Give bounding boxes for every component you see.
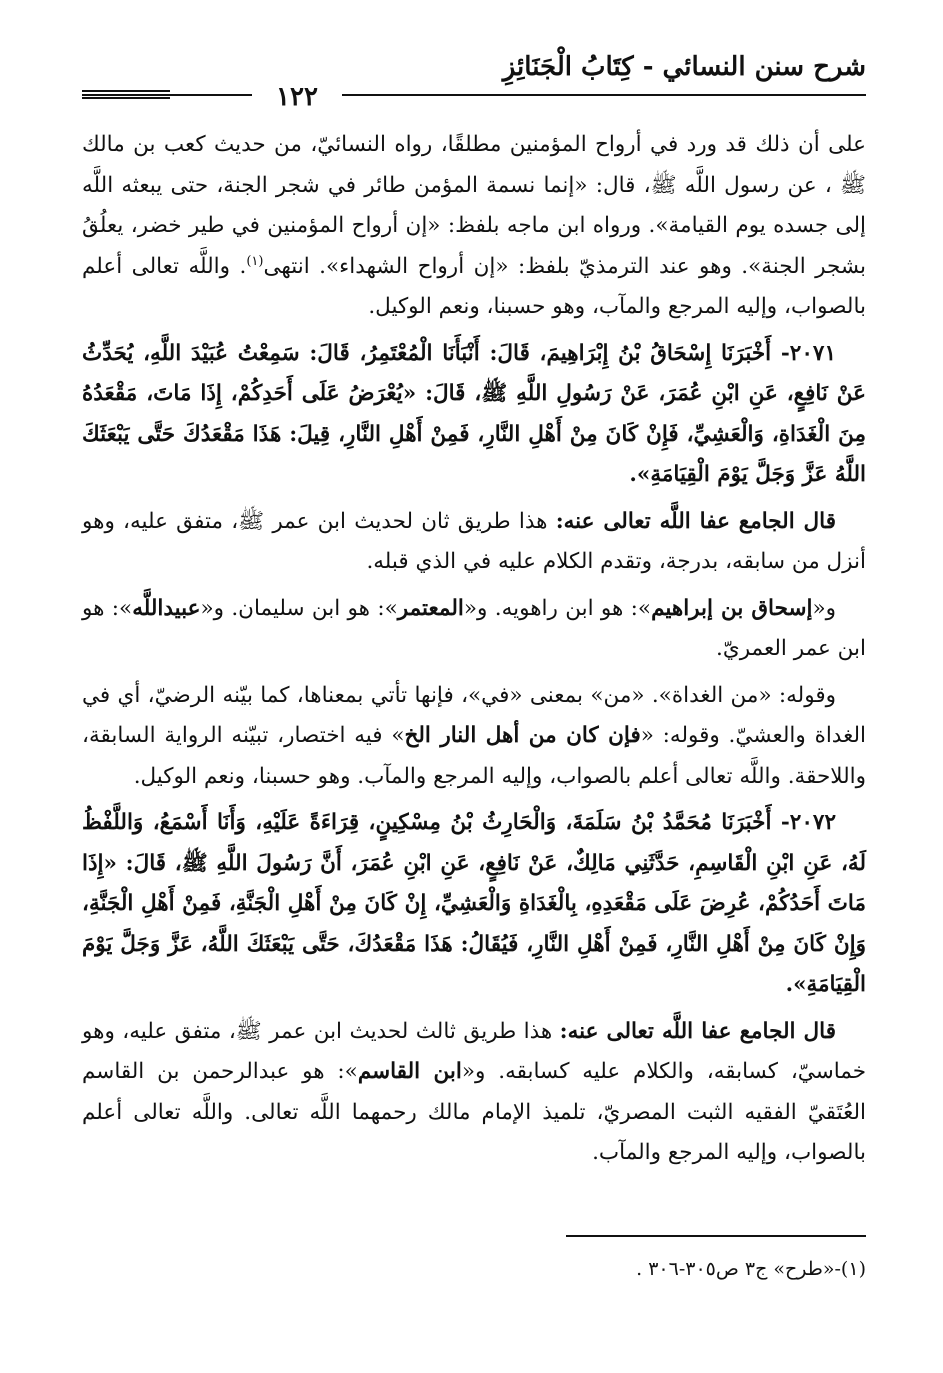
page-number: ١٢٢ <box>252 82 342 112</box>
p5-seg-a: هذا طريق ثالث لحديث ابن عمر ﷺ، متفق عليه، وهو خماسيّ، كسابقه، والكلام عليه كسابقه. و« <box>82 1018 867 1084</box>
paragraph-1-text: على أن ذلك قد ورد في أرواح المؤمنين مطلقًا، رواه النسائيّ، من حديث كعب بن مالك ﷺ ، عن رسول اللَّه ﷺ، قال: «إنما نسمة المؤمن طائر في شجر الجنة، حتى يبعثه اللَّه إلى جسده يوم القيامة». ورواه ابن ماجه بلفظ: «إن أرواح المؤمنين في طير خضر، يعلُقُ بشجر الجنة». وهو عند الترمذيّ بلفظ: «إن أرواح الشهداء». انتهى <box>82 132 867 279</box>
narrator-mutamir: المعتمر <box>397 595 464 621</box>
paragraph-5 <box>82 1012 866 1174</box>
p4-seg-c: » فيه اختصار، تبيّنه الرواية السابقة، واللاحقة. واللَّه تعالى أعلم بالصواب، وإليه المرجع والمآب. وهو حسبنا، ونعم الوكيل. <box>82 723 866 789</box>
page-body <box>82 125 866 1180</box>
compiler-lead-2: قال الجامع عفا اللَّه تعالى عنه: <box>559 1018 837 1044</box>
compiler-lead: قال الجامع عفا اللَّه تعالى عنه: <box>555 508 836 534</box>
quoted-phrase: فإن كان من أهل النار الخ <box>404 723 641 748</box>
footnote-rule <box>566 1235 866 1237</box>
narrator-ubaidullah: عبيداللَّه <box>132 595 201 621</box>
page-header <box>82 52 866 110</box>
paragraph-3 <box>82 589 866 670</box>
footnote-ref-1: (١) <box>246 253 264 269</box>
running-title: شرح سنن النسائي - كِتَابُ الْجَنَائِزِ <box>502 52 866 82</box>
p3-seg-a: و« <box>812 595 836 621</box>
paragraph-4 <box>82 676 866 798</box>
header-rule <box>82 94 866 96</box>
p3-seg-e: »: هو ابن عمر العمريّ. <box>82 595 866 661</box>
hadith-2072: ٢٠٧٢- أَخْبَرَنَا مُحَمَّدُ بْنُ سَلَمَةَ، وَالْحَارِثُ بْنُ مِسْكِينٍ، قِرَاءَةً عَلَيْهِ، وَأَنَا أَسْمَعُ، وَاللَّفْظُ لَهُ، عَنِ ابْنِ الْقَاسِمِ، حَدَّثَنِي مَالِكٌ، عَنْ نَافِعٍ، عَنِ ابْنِ عُمَرَ، أَنَّ رَسُولَ اللَّهِ ﷺ، قَالَ: «إِذَا مَاتَ أَحَدُكُمْ، عُرِضَ عَلَى مَقْعَدِهِ، بِالْغَدَاةِ وَالْعَشِيِّ، إِنْ كَانَ مِنْ أَهْلِ الْجَنَّةِ، فَمِنْ أَهْلِ الْجَنَّةِ، وَإِنْ كَانَ مِنْ أَهْلِ النَّارِ، فَمِنْ أَهْلِ النَّارِ، فَيُقَالُ: هَذَا مَقْعَدُكَ، حَتَّى يَبْعَثَكَ اللَّهُ، عَزَّ وَجَلَّ يَوْمَ الْقِيَامَةِ». <box>82 810 866 997</box>
paragraph-2-text: هذا طريق ثان لحديث ابن عمر ﷺ، متفق عليه، وهو أنزل من سابقه، بدرجة، وتقدم الكلام عليه في الذي قبله. <box>82 508 866 574</box>
header-double-rule <box>82 90 170 104</box>
p3-seg-c: »: هو ابن راهويه. و« <box>463 595 652 621</box>
paragraph-2 <box>82 502 866 583</box>
paragraph-1 <box>82 125 866 328</box>
narrator-ishaq: إسحاق بن إبراهيم <box>651 595 813 621</box>
hadith-2071: ٢٠٧١- أَخْبَرَنَا إِسْحَاقُ بْنُ إِبْرَاهِيمَ، قَالَ: أَنْبَأَنَا الْمُعْتَمِرُ، قَالَ: سَمِعْتُ عُبَيْدَ اللَّهِ، يُحَدِّثُ عَنْ نَافِعٍ، عَنِ ابْنِ عُمَرَ، عَنْ رَسُولِ اللَّهِ ﷺ، قَالَ: «يُعْرَضُ عَلَى أَحَدِكُمْ، إِذَا مَاتَ، مَقْعَدُهُ مِنَ الْغَدَاةِ، وَالْعَشِيِّ، فَإِنْ كَانَ مِنْ أَهْلِ النَّارِ، فَمِنْ أَهْلِ النَّارِ، قِيلَ: هَذَا مَقْعَدُكَ حَتَّى يَبْعَثَكَ اللَّهُ عَزَّ وَجَلَّ يَوْمَ الْقِيَامَةِ». <box>82 340 866 487</box>
p4-seg-a: وقوله: «من الغداة». «من» بمعنى «في»، فإنها تأتي بمعناها، كما بيّنه الرضيّ، أي في الغداة والعشيّ. وقوله: « <box>82 682 866 748</box>
footnote-1: (١)-«طرح» ج٣ ص٣٠٥-٣٠٦ . <box>636 1258 866 1280</box>
p3-seg-d: »: هو ابن سليمان. و« <box>200 595 398 621</box>
narrator-ibn-qasim: ابن القاسم <box>357 1059 462 1084</box>
paragraph-1-end: . واللَّه تعالى أعلم بالصواب، وإليه المرجع والمآب، وهو حسبنا، ونعم الوكيل. <box>82 253 866 319</box>
p5-seg-c: »: هو عبدالرحمن بن القاسم العُتَقيّ الفقيه الثبت المصريّ، تلميذ الإمام مالك رحمهما اللَّه تعالى. واللَّه تعالى أعلم بالصواب، وإليه المرجع والمآب. <box>82 1059 866 1165</box>
